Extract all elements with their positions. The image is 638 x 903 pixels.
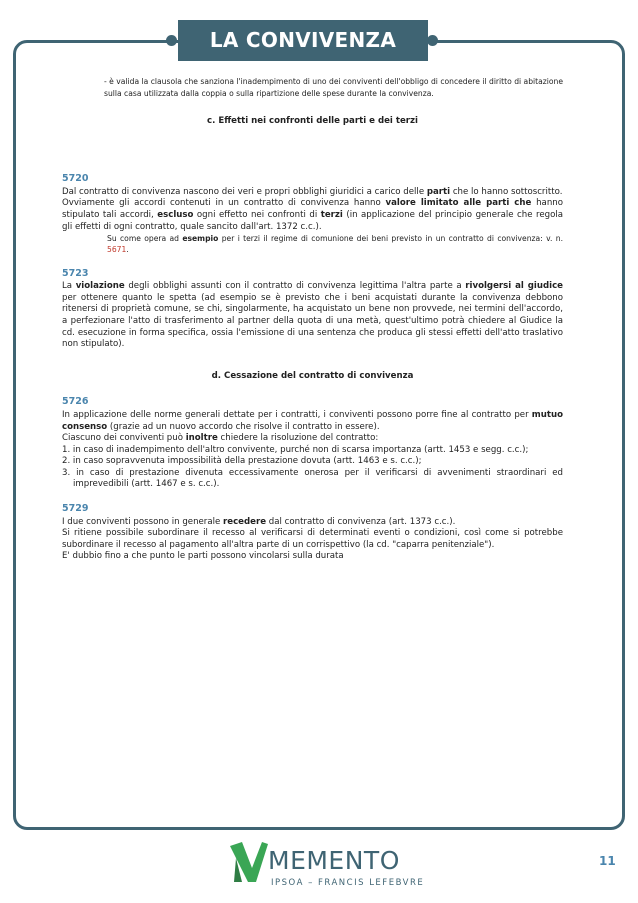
paragraph-number: 5729 — [62, 503, 89, 515]
list-item: 2. in caso sopravvenuta impossibilità della prestazione dovuta (artt. 1463 e s. c.c.); — [62, 456, 422, 467]
list-item: 3. in caso di prestazione divenuta eccessivamente onerosa per il verificarsi di avvenimenti straordinari ed imprevedibili (artt. 1467 e s. c.c.). — [62, 467, 563, 490]
banner-dot-right — [427, 35, 438, 46]
paragraph-text: In applicazione delle norme generali dettate per i contratti, i conviventi possono porre fine al contratto per mutuo consenso (grazie ad un nuovo accordo che risolve il contratto in essere). Ciascuno dei conviventi può inoltre chiedere la risoluzione del contratto: — [62, 409, 563, 444]
cross-reference-note: Su come opera ad esempio per i terzi il regime di comunione dei beni previsto in un contratto di convivenza: v. n. 5671. — [107, 234, 563, 255]
paragraph-5726 — [62, 396, 563, 491]
paragraph-5729 — [62, 503, 563, 563]
paragraph-text: Dal contratto di convivenza nascono dei veri e propri obblighi giuridici a carico delle parti che lo hanno sottoscritto. Ovviamente gli accordi contenuti in un contratto di convivenza hanno valore limitato alle parti che hanno stipulato tali accordi, escluso ogni effetto nei confronti di terzi (in applicazione del principio generale che regola gli effetti di ogni contratto, quale sancito dall'art. 1372 c.c.). — [62, 186, 563, 232]
section-heading-c: c. Effetti nei confronti delle parti e dei terzi — [207, 115, 418, 126]
document-body — [62, 76, 563, 563]
paragraph-link[interactable]: 5671 — [107, 245, 127, 255]
banner-dot-left — [166, 35, 177, 46]
page-number: 11 — [599, 854, 616, 868]
section-heading-d: d. Cessazione del contratto di convivenza — [211, 370, 414, 381]
paragraph-number: 5723 — [62, 267, 89, 279]
paragraph-number: 5726 — [62, 396, 89, 408]
paragraph-5720 — [62, 173, 563, 255]
intro-item: - è valida la clausola che sanziona l'inadempimento di uno dei conviventi dell'obbligo di concedere il diritto di abitazione sulla casa utilizzata dalla coppia o sulla ripartizione delle spese durante la convivenza. — [104, 77, 563, 98]
paragraph-text: I due conviventi possono in generale recedere dal contratto di convivenza (art. 1373 c.c.). Si ritiene possibile subordinare il recesso al verificarsi di determinati eventi o condizioni, così come si potrebbe subordinare il recesso al pagamento all'altra parte di un corrispettivo (la cd. "caparra penitenziale"). E' dubbio fino a che punto le parti possono vincolarsi sulla durata — [62, 516, 563, 562]
paragraph-text: La violazione degli obblighi assunti con il contratto di convivenza legittima l'altra parte a rivolgersi al giudice per ottenere quanto le spetta (ad esempio se è previsto che i beni acquistati durante la convivenza debbono ritenersi di proprietà comune, se chi, singolarmente, ha acquistato un bene non provvede, nei termini dell'accordo, a perfezionare l'atto di trasferimento al partner della quota di una metà, quest'ultimo potrà chiedere al Giudice la cd. esecuzione in forma specifica, ossia l'emissione di una sentenza che produca gli stessi effetti dell'atto traslativo non stipulato). — [62, 281, 563, 350]
logo-subtitle: IPSOA – FRANCIS LEFEBVRE — [271, 878, 425, 888]
paragraph-5723 — [62, 268, 563, 351]
list-item: 1. in caso di inadempimento dell'altro convivente, purché non di scarsa importanza (artt. 1453 e segg. c.c.); — [62, 444, 529, 455]
page-title: LA CONVIVENZA — [178, 20, 428, 61]
logo-wordmark: MEMENTO — [268, 846, 400, 875]
paragraph-number: 5720 — [62, 173, 89, 185]
